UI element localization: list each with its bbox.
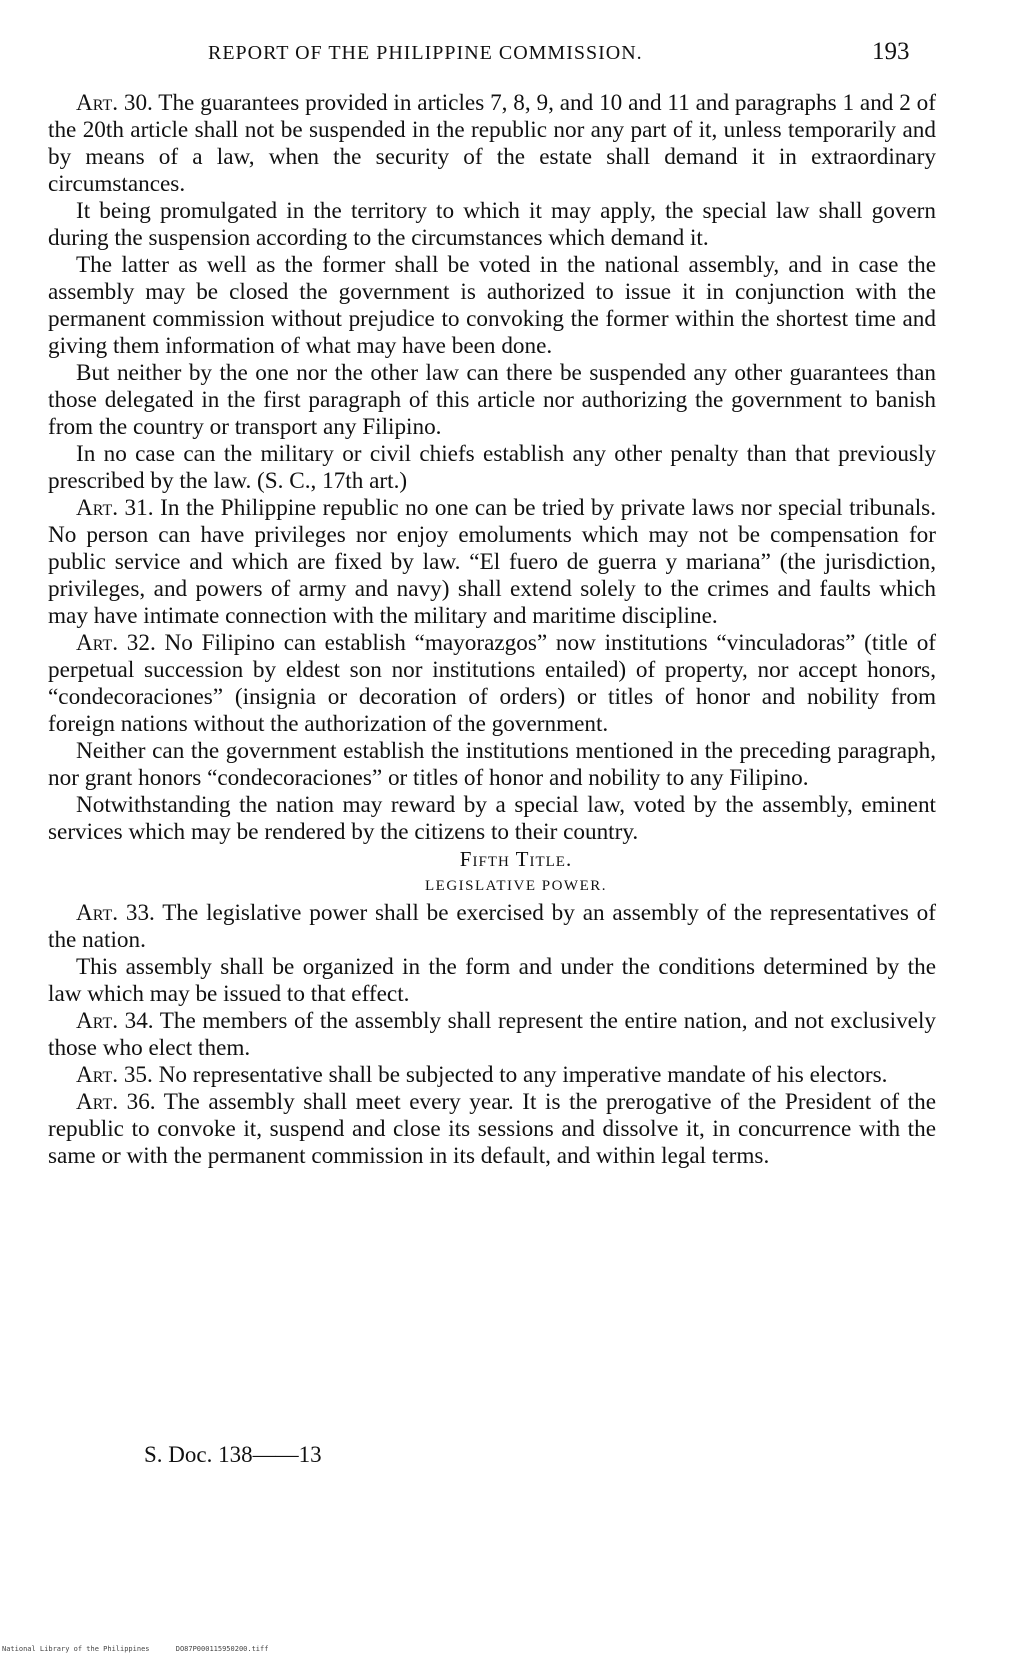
article-label: Art. 34. — [76, 1008, 154, 1034]
paragraph-text: The legislative power shall be exercised by an assembly of the representatives of the nation. — [48, 900, 936, 953]
paragraph-text: In the Philippine republic no one can be tried by private laws nor special tribunals. No person can have privileges nor enjoy emoluments which may not be compensation for public service and which are fixed by law. “El fuero de guerra y mariana” (the jurisdiction, privileges, and powers of army and navy) shall extend solely to the crimes and faults which may have intimate connection with the military and maritime discipline. — [48, 495, 937, 629]
article-label: Art. 32. — [76, 630, 156, 656]
scan-footer-stamp — [2, 1645, 290, 1653]
paragraph: Neither can the government establish the institutions mentioned in the preceding paragraph, nor grant honors “condecoraciones” or titles of honor and nobility to any Filipino. — [48, 738, 936, 791]
paragraph-text: The assembly shall meet every year. It is the prerogative of the President of the republic to convoke it, suspend and close its sessions and dissolve it, in concurrence with the same or with the permanent commission in its default, and within legal terms. — [48, 1089, 936, 1169]
paragraph: The latter as well as the former shall be voted in the national assembly, and in case the assembly may be closed the government is authorized to issue it in conjunction with the permanent commission without prejudice to convoking the former within the shortest time and giving them information of what may have been done. — [48, 252, 936, 359]
running-head: REPORT OF THE PHILIPPINE COMMISSION. — [208, 42, 643, 64]
paragraph-art-30 — [48, 90, 936, 198]
body-text — [48, 90, 936, 1170]
article-label: Art. 31. — [76, 495, 154, 521]
paragraph-text: No Filipino can establish “mayorazgos” now institutions “vinculadoras” (title of perpetual succession by eldest son nor institutions entailed) of property, nor accept honors, “condecoraciones” (insignia or decoration of orders) or titles of honor and nobility from foreign nations without the authorization of the government. — [48, 630, 937, 737]
paragraph-art-31 — [48, 495, 936, 630]
scan-file-id: DO87P000115950200.tiff — [175, 1645, 269, 1653]
section-title: Fifth Title. — [459, 847, 573, 871]
paragraph-art-33 — [48, 900, 936, 954]
article-label: Art. 36. — [76, 1089, 156, 1115]
paragraph-art-35 — [48, 1062, 936, 1089]
article-label: Art. 35. — [76, 1062, 153, 1088]
paragraph: In no case can the military or civil chiefs establish any other penalty than that previously prescribed by the law. (S. C., 17th art.) — [48, 441, 936, 494]
section-subtitle: LEGISLATIVE POWER. — [425, 878, 607, 894]
paragraph-art-34 — [48, 1008, 936, 1062]
article-label: Art. 33. — [76, 900, 155, 926]
paragraph-art-36 — [48, 1089, 936, 1170]
library-name: National Library of the Philippines — [2, 1645, 150, 1653]
paragraph-art-32 — [48, 630, 936, 738]
paragraph-text: No representative shall be subjected to any imperative mandate of his electors. — [158, 1062, 888, 1088]
paragraph: It being promulgated in the territory to which it may apply, the special law shall govern during the suspension according to the circumstances which demand it. — [48, 198, 936, 251]
paragraph: Notwithstanding the nation may reward by a special law, voted by the assembly, eminent services which may be rendered by the citizens to their country. — [48, 792, 936, 845]
paragraph-text: The guarantees provided in articles 7, 8, 9, and 10 and 11 and paragraphs 1 and 2 of the 20th article shall not be suspended in the republic nor any part of it, unless temporarily and by means of a law, when the security of the estate shall demand it in extraordinary circumstances. — [48, 90, 936, 197]
paragraph-text: The members of the assembly shall represent the entire nation, and not exclusively those who elect them. — [48, 1008, 936, 1061]
article-label: Art. 30. — [76, 90, 153, 116]
page-number: 193 — [872, 38, 910, 65]
document-signature: S. Doc. 138——13 — [144, 1442, 322, 1467]
paragraph: But neither by the one nor the other law can there be suspended any other guarantees than those delegated in the first paragraph of this article nor authorizing the government to banish from the country or transport any Filipino. — [48, 360, 936, 440]
paragraph: This assembly shall be organized in the form and under the conditions determined by the law which may be issued to that effect. — [48, 954, 936, 1007]
